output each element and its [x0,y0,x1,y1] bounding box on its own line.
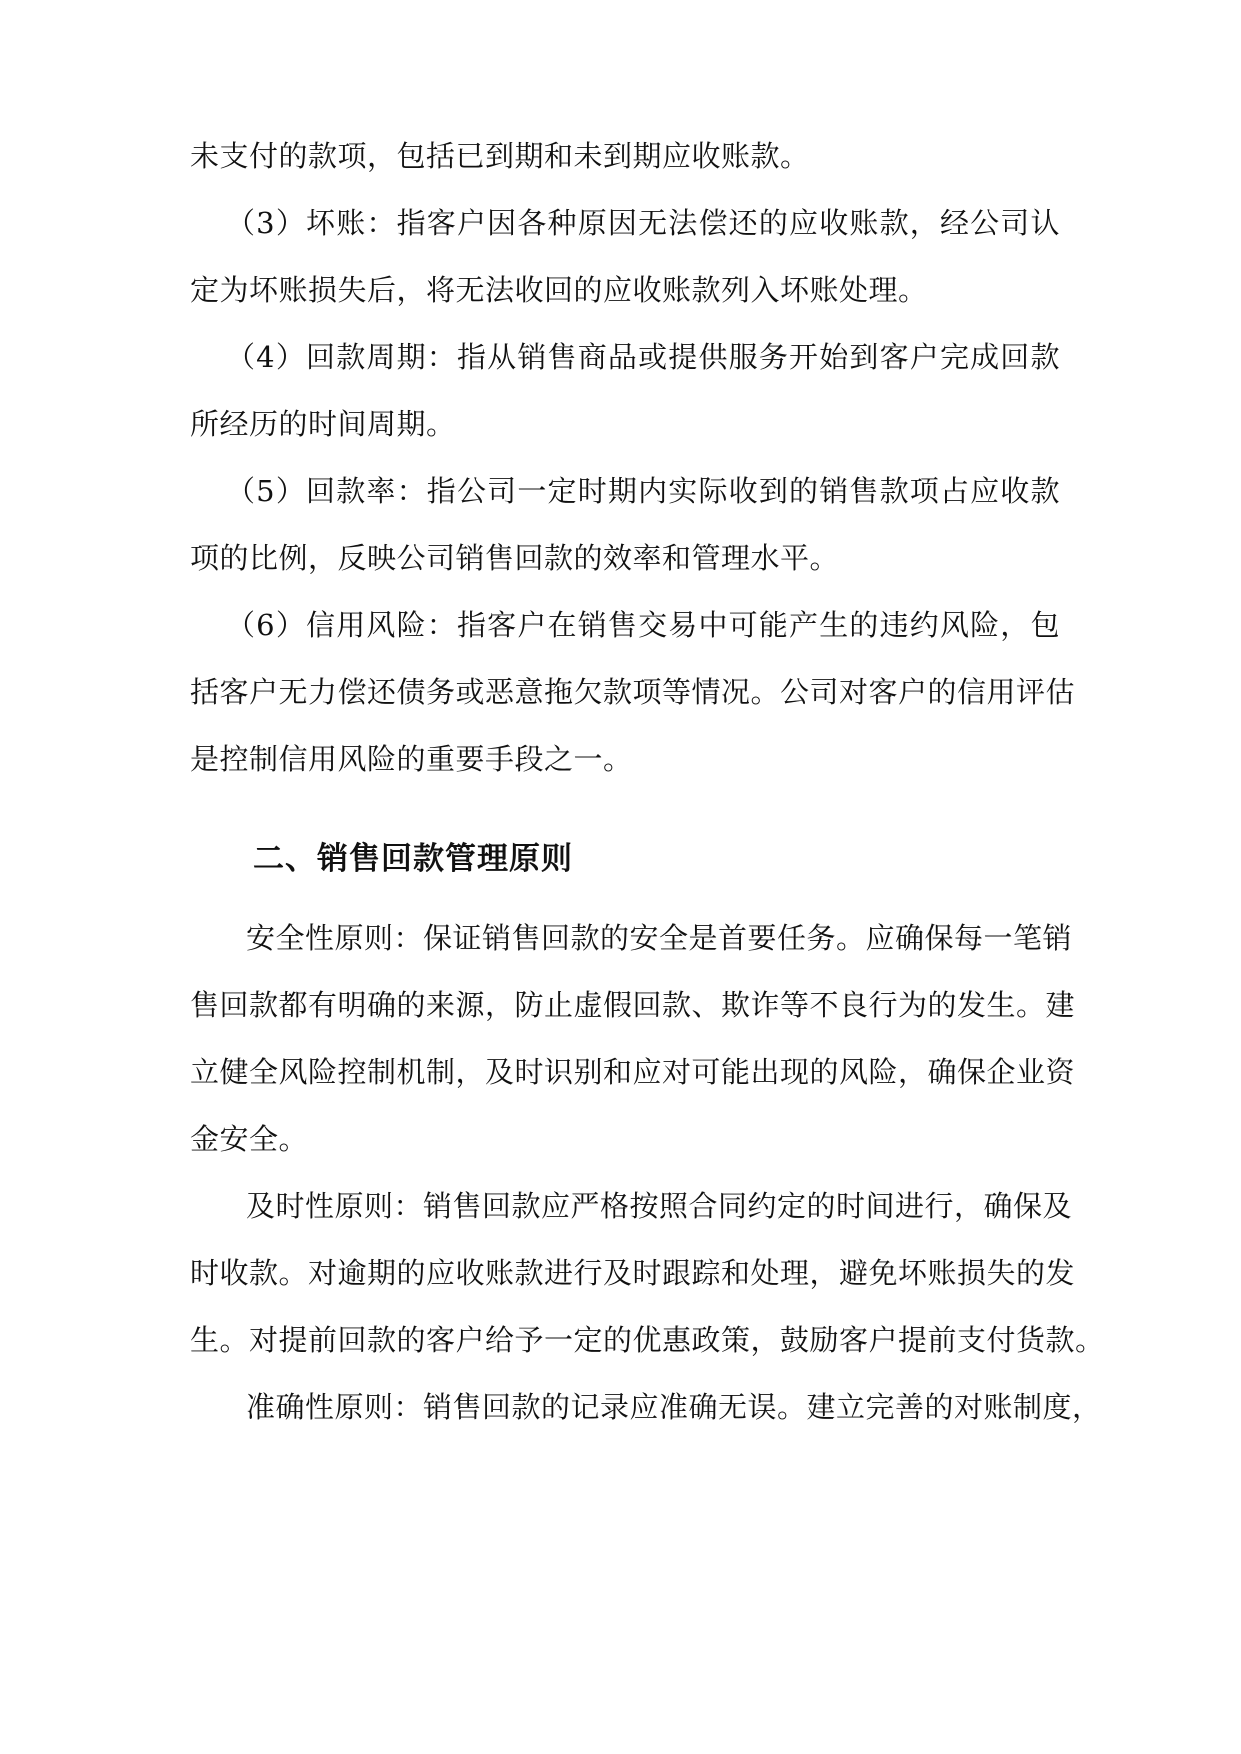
paragraph-line: 安全性原则：保证销售回款的安全是首要任务。应确保每一笔销 [246,921,1073,955]
paragraph-line: 及时性原则：销售回款应严格按照合同约定的时间进行，确保及 [246,1189,1073,1223]
section-heading: 二、销售回款管理原则 [253,841,573,877]
paragraph-line: （5）回款率：指公司一定时期内实际收到的销售款项占应收款 [226,474,1060,508]
paragraph-line: 售回款都有明确的来源，防止虚假回款、欺诈等不良行为的发生。建 [190,988,1076,1022]
paragraph-line: 准确性原则：销售回款的记录应准确无误。建立完善的对账制度， [246,1390,1102,1424]
paragraph-line: （4）回款周期：指从销售商品或提供服务开始到客户完成回款 [226,340,1060,374]
paragraph-line: 立健全风险控制机制，及时识别和应对可能出现的风险，确保企业资 [190,1055,1076,1089]
paragraph-line: 是控制信用风险的重要手段之一。 [190,742,633,776]
paragraph-line: （3）坏账：指客户因各种原因无法偿还的应收账款，经公司认 [226,206,1060,240]
paragraph-line: 生。对提前回款的客户给予一定的优惠政策，鼓励客户提前支付货款。 [190,1323,1105,1357]
paragraph-line: 金安全。 [190,1122,309,1156]
paragraph-line: 所经历的时间周期。 [190,407,456,441]
paragraph-line: 定为坏账损失后，将无法收回的应收账款列入坏账处理。 [190,273,928,307]
paragraph-line: 时收款。对逾期的应收账款进行及时跟踪和处理，避免坏账损失的发 [190,1256,1076,1290]
paragraph-line: （6）信用风险：指客户在销售交易中可能产生的违约风险，包 [226,608,1060,642]
paragraph-line: 项的比例，反映公司销售回款的效率和管理水平。 [190,541,840,575]
paragraph-line: 括客户无力偿还债务或恶意拖欠款项等情况。公司对客户的信用评估 [190,675,1076,709]
paragraph-line: 未支付的款项，包括已到期和未到期应收账款。 [190,139,810,173]
